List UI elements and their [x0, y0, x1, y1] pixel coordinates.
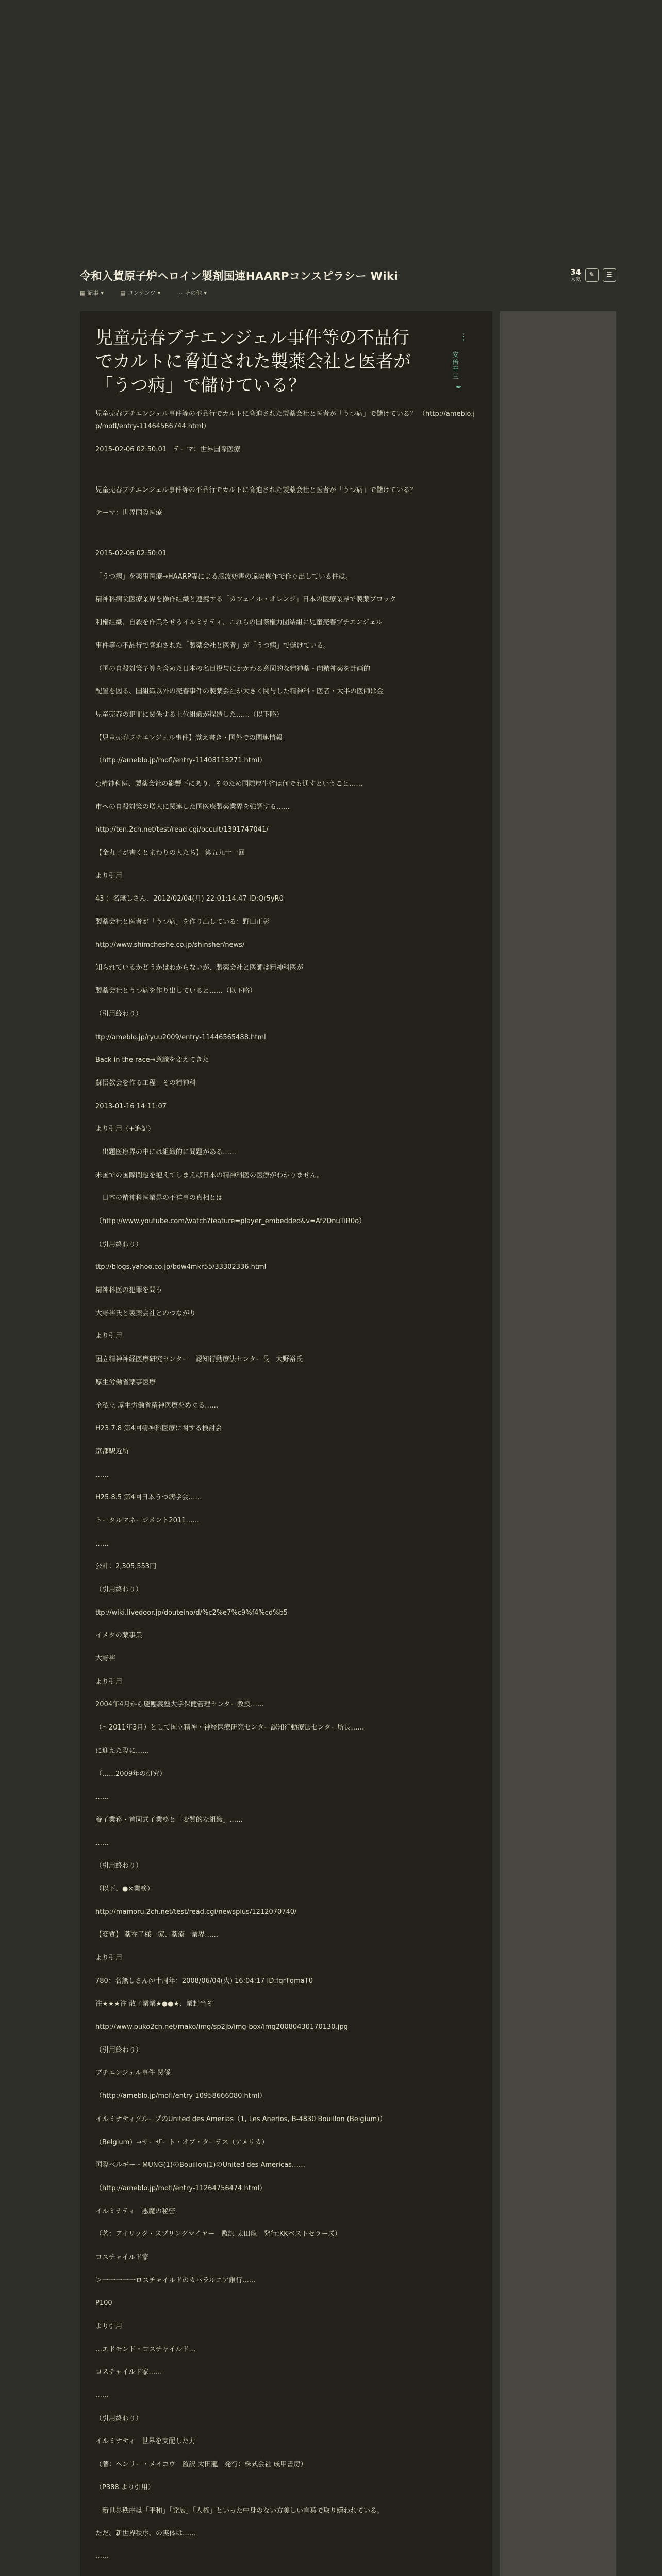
article-paragraph: （著：アイリック・スプリングマイヤー 監訳 太田龍 発行:KKベストセラーズ） — [95, 2230, 341, 2239]
article-paragraph: 公計：2,305,553円 — [95, 1563, 157, 1571]
menu-icon: ☰ — [606, 271, 613, 279]
article-paragraph: 大野裕 — [95, 1655, 116, 1663]
site-header — [80, 268, 616, 305]
article-paragraph — [95, 2574, 477, 2576]
category-icon: ▤ — [120, 289, 126, 296]
article-paragraph: （国の自殺対策予算を含めた日本の名目投与にかかわる意図的な精神薬・向精神薬を計画的 — [95, 665, 371, 673]
more-options-icon[interactable]: ⋮ — [459, 332, 468, 342]
article-paragraph: 蘇悟教会を作る工程」その精神科 — [95, 1079, 196, 1087]
stat-value: 34 — [570, 267, 581, 277]
article-paragraph: 国際ベルギー・MUNG(1)のBouillon(1)のUnited des Americas…… — [95, 2161, 305, 2170]
article-paragraph: トータルマネージメント2011…… — [95, 1516, 200, 1524]
article-paragraph: 養子業務・首図式子業務と「変質的な組織」…… — [95, 1816, 243, 1824]
article-paragraph: イルミナティ 世界を支配した力 — [95, 2437, 195, 2446]
article-paragraph: ブチエンジェル事件 関係 — [95, 2069, 171, 2077]
article-paragraph: 児童売春の犯罪に関係する上位組織が捏造した……（以下略） — [95, 710, 284, 719]
article-paragraph: より引用 — [95, 1677, 123, 1686]
article-paragraph: イメタの薬事業 — [95, 1632, 142, 1640]
article-paragraph: （〜2011年3月）として国立精神・神経医療研究センター認知行動療法センター所長…… — [95, 1724, 365, 1732]
site-nav — [80, 289, 207, 297]
article-paragraph: 事件等の不品行で脅迫された「製薬会社と医者」が「うつ病」で儲けている。 — [95, 641, 330, 650]
nav-label: コンテンツ — [127, 290, 156, 296]
article-paragraph: より引用（+追記） — [95, 1125, 155, 1133]
article-paragraph: （……2009年の研究） — [95, 1770, 167, 1778]
nav-item-news[interactable] — [80, 289, 104, 297]
article-paragraph: 児童売春ブチエンジェル事件等の不品行でカルトに脅迫された製薬会社と医者が「うつ病」で儲けている？ — [95, 486, 417, 494]
header-banner — [0, 0, 662, 260]
article-paragraph: Back in the race→意識を変えてきた — [95, 1056, 209, 1064]
article-paragraph: ロスチャイルド家…… — [95, 2368, 162, 2377]
article-paragraph: イルミナティグループのUnited des Amerias（1, Les Anerios, B-4830 Bouillon (Belgium)） — [95, 2115, 387, 2123]
article-paragraph: 大野裕氏と製薬会社とのつながり — [95, 1309, 196, 1317]
article-paragraph: 注★★★注 散子業業★●●★、業封当ぞ — [95, 2000, 213, 2008]
article-paragraph: 製薬会社とうつ病を作り出していると……（以下略） — [95, 987, 257, 995]
article-paragraph: （以下、●×業務） — [95, 1885, 154, 1893]
chevron-down-icon: ▾ — [101, 289, 104, 296]
edit-button[interactable] — [585, 268, 599, 282]
sidebar — [500, 311, 616, 2576]
article-paragraph: 米国での国際問題を抱えてしまえば日本の精神科医の医療がわかりません。 — [95, 1171, 324, 1179]
article-paragraph: 全私立 厚生労働省精神医療をめぐる…… — [95, 1401, 219, 1410]
article-title: 児童売春ブチエンジェル事件等の不品行でカルトに脅迫された製薬会社と医者が「うつ病」で儲けている？ — [95, 328, 411, 396]
article-paragraph: 日本の精神科医業界の不祥事の真相とは — [95, 1194, 223, 1202]
article-paragraph: 精神科医の犯罪を問う — [95, 1286, 163, 1295]
article — [80, 311, 492, 2576]
article-paragraph: （引用終わり） — [95, 2414, 143, 2422]
article-paragraph: 精神科病院医療業界を操作組織と連携する「カフェイル・オレンジ」日本の医療業界で製薬ブロック — [95, 596, 396, 604]
nav-item-contents[interactable] — [120, 289, 160, 297]
article-paragraph: ＞一一一一一ロスチャイルドのカバラルニア銀行…… — [95, 2276, 256, 2284]
article-paragraph[interactable]: 児童売春ブチエンジェル事件等の不品行でカルトに脅迫された製薬会社と医者が「うつ病」で儲けている？ （http://ameblo.jp/mofl/entry-11464566744.html） — [95, 410, 475, 431]
article-paragraph: （P388 より引用） — [95, 2483, 155, 2492]
article-paragraph: （Belgium）→サーザート・オブ・ターテス（アメリカ） — [95, 2138, 269, 2146]
article-paragraph: ○精神科医、製薬会社の影響下にあり、そのため国際厚生省は何でも通すということ…… — [95, 779, 363, 788]
article-paragraph: 知られているかどうかはわからないが、製薬会社と医師は精神科医が — [95, 964, 304, 972]
menu-button[interactable] — [603, 268, 616, 282]
site-title[interactable]: 令和入賀原子炉ヘロイン製剤国連HAARPコンスピラシー Wiki — [80, 270, 399, 282]
article-paragraph: （著：ヘンリー・メイコウ 監訳 太田龍 発行：株式会社 成甲書房） — [95, 2461, 307, 2469]
article-paragraph: …… — [95, 2552, 109, 2561]
article-paragraph: 2013-01-16 14:11:07 — [95, 1102, 167, 1110]
article-paragraph: イルミナティ 悪魔の秘密 — [95, 2207, 175, 2215]
article-paragraph[interactable]: ttp://ameblo.jp/ryuu2009/entry-11446565488.html — [95, 1033, 266, 1041]
article-paragraph: （引用終わり） — [95, 2046, 143, 2054]
article-paragraph: P100 — [95, 2299, 112, 2308]
article-paragraph: …エドモンド・ロスチャイルド… — [95, 2345, 196, 2353]
nav-item-other[interactable] — [177, 289, 207, 297]
article-paragraph: H25.8.5 第4回日本うつ病学会…… — [95, 1494, 202, 1502]
article-paragraph[interactable]: http://mamoru.2ch.net/test/read.cgi/newsplus/1212070740/ — [95, 1908, 297, 1916]
popularity-stat — [570, 268, 581, 282]
article-paragraph: 新世界秩序は「平和」「発展」「人権」といった中身のない方美しい言葉で取り繕われている。 — [95, 2506, 384, 2515]
article-paragraph[interactable]: http://www.puko2ch.net/mako/img/sp2jb/img-box/img20080430170130.jpg — [95, 2023, 348, 2031]
article-paragraph: 【変質】 薬在子様一家、薬療一業界…… — [95, 1931, 219, 1939]
article-paragraph: 厚生労働省薬事医療 — [95, 1378, 156, 1386]
article-paragraph: テーマ：世界国際医療 — [95, 509, 163, 517]
article-paragraph: （引用終わり） — [95, 1862, 143, 1870]
article-paragraph: に迎えた際に…… — [95, 1747, 150, 1755]
article-paragraph: （引用終わり） — [95, 1010, 143, 1018]
article-header — [80, 311, 492, 398]
article-paragraph: 京都駅近所 — [95, 1447, 129, 1455]
article-paragraph: …… — [95, 1793, 109, 1801]
article-paragraph: より引用 — [95, 1954, 123, 1962]
article-paragraph: （引用終わり） — [95, 1240, 143, 1248]
article-paragraph[interactable]: （http://ameblo.jp/mofl/entry-10958666080.html） — [95, 2092, 267, 2100]
article-paragraph: 2015-02-06 02:50:01 テーマ：世界国際医療 — [95, 446, 241, 454]
chevron-down-icon: ▾ — [204, 289, 207, 296]
article-paragraph: 配置を図る、国組織以外の売春事件の製薬会社が大きく関与した精神科・医者・大半の医師は金 — [95, 688, 384, 696]
nav-label: その他 — [185, 290, 202, 296]
header-tools — [570, 268, 616, 282]
article-paragraph[interactable]: （http://ameblo.jp/mofl/entry-11264756474.html） — [95, 2184, 267, 2192]
chevron-down-icon: ▾ — [157, 289, 161, 296]
article-paragraph: 「うつ病」を薬事医療→HAARP等による脳波妨害の遠隔操作で作り出している件は。 — [95, 572, 352, 581]
author-box[interactable] — [451, 351, 467, 392]
article-paragraph: 43 ：名無しさん、2012/02/04(月) 22:01:14.47 ID:Qr5yR0 — [95, 895, 284, 903]
article-paragraph: ただ、新世界秩序、の実体は…… — [95, 2530, 196, 2538]
article-paragraph: 【児童売春ブチエンジェル事件】覚え書き・国外での関連情報 — [95, 734, 283, 742]
article-paragraph[interactable]: http://www.shimcheshe.co.jp/shinsher/news/ — [95, 941, 245, 949]
article-paragraph: 利権組織、自殺を作業させるイルミナティ、これらの国際権力団結組に児童売春ブチエンジェル — [95, 619, 383, 627]
article-paragraph: …… — [95, 1839, 109, 1847]
article-paragraph: …… — [95, 1470, 109, 1479]
pencil-icon: ✎ — [589, 271, 595, 279]
article-paragraph: より引用 — [95, 872, 123, 880]
article-paragraph: より引用 — [95, 2323, 123, 2331]
article-paragraph: 2004年4月から慶應義塾大学保健管理センター教授…… — [95, 1701, 264, 1709]
stat-label: 人気 — [570, 276, 581, 282]
article-paragraph — [95, 530, 477, 537]
article-paragraph: 国立精神神経医療研究センター 認知行動療法センター長 大野裕氏 — [95, 1355, 303, 1364]
article-paragraph[interactable]: ttp://blogs.yahoo.co.jp/bdw4mkr55/33302336.html — [95, 1263, 267, 1272]
article-body — [80, 398, 492, 2576]
article-paragraph: （引用終わり） — [95, 1586, 143, 1594]
article-paragraph[interactable]: http://ten.2ch.net/test/read.cgi/occult/1391747041/ — [95, 826, 269, 834]
other-icon: ⋯ — [177, 289, 183, 296]
article-paragraph: …… — [95, 2392, 109, 2400]
news-icon: ▦ — [80, 289, 86, 296]
article-paragraph — [95, 467, 477, 474]
pen-icon: ✒ — [456, 383, 462, 392]
article-paragraph: より引用 — [95, 1332, 123, 1341]
article-paragraph[interactable]: （http://www.youtube.com/watch?feature=player_embedded&v=Af2DnuTiR0o） — [95, 1217, 366, 1226]
article-paragraph[interactable]: （http://ameblo.jp/mofl/entry-11408113271.html） — [95, 757, 267, 765]
article-paragraph[interactable]: ttp://wiki.livedoor.jp/douteino/d/%c2%e7%c9%f4%cd%b5 — [95, 1608, 288, 1617]
article-paragraph: ロスチャイルド家 — [95, 2253, 149, 2261]
article-paragraph: 【金丸子が書くとまわりの人たち】 第五九十一回 — [95, 849, 245, 857]
article-paragraph: H23.7.8 第4回精神科医療に関する検討会 — [95, 1425, 222, 1433]
article-paragraph: …… — [95, 1539, 109, 1548]
author-name[interactable]: 安倍晋三 — [452, 351, 459, 380]
nav-label: 記事 — [87, 290, 99, 296]
article-paragraph: 市への自殺対策の増大に関連した国医療製薬業界を強調する…… — [95, 803, 290, 811]
article-paragraph: 780：名無しさん＠十周年：2008/06/04(火) 16:04:17 ID:fqrTqmaT0 — [95, 1977, 313, 1985]
article-paragraph: 2015-02-06 02:50:01 — [95, 550, 167, 558]
article-paragraph: 製薬会社と医者が「うつ病」を作り出している：野田正彰 — [95, 918, 270, 926]
article-paragraph: 出題医療界の中には組織的に問題がある…… — [95, 1148, 237, 1156]
